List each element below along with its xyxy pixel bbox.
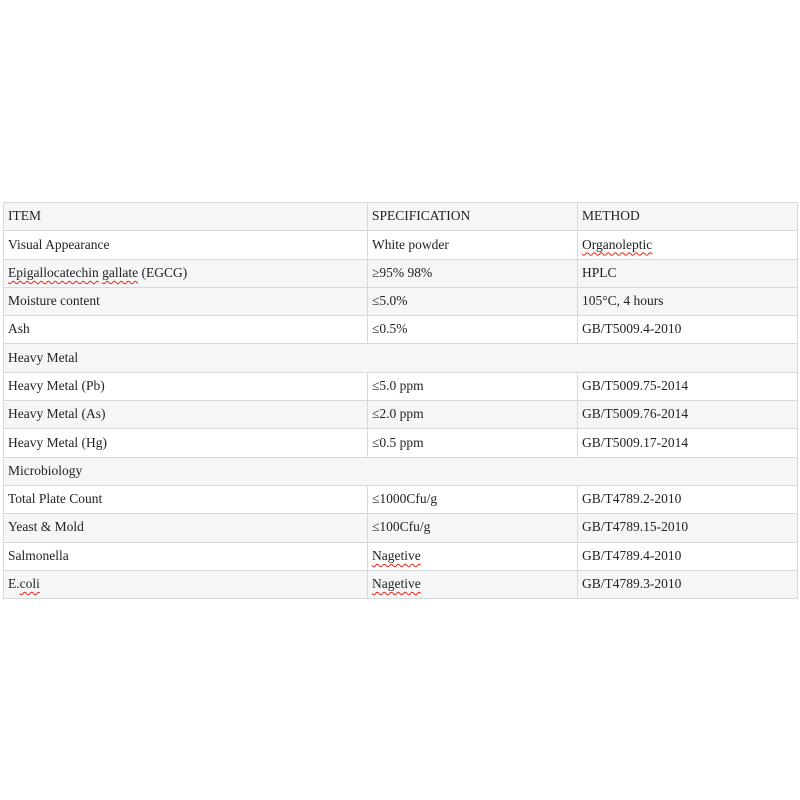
cell-item: Ash: [4, 316, 368, 344]
col-header-method: METHOD: [578, 203, 798, 231]
cell-item: Heavy Metal (Hg): [4, 429, 368, 457]
cell-item: Total Plate Count: [4, 485, 368, 513]
table-row: [4, 485, 798, 513]
table-body: [4, 231, 798, 599]
cell-method: HPLC: [578, 259, 798, 287]
table-row: [4, 570, 798, 598]
misspelled-word: coli: [19, 576, 40, 592]
cell-specification: [368, 542, 578, 570]
table-row: [4, 316, 798, 344]
cell-item: Yeast & Mold: [4, 514, 368, 542]
misspelled-word: gallate: [102, 264, 139, 280]
table-row: [4, 542, 798, 570]
table-header-row: [4, 203, 798, 231]
cell-specification: ≤5.0 ppm: [368, 372, 578, 400]
table-row: [4, 429, 798, 457]
cell-specification: ≤5.0%: [368, 287, 578, 315]
cell-specification: ≤100Cfu/g: [368, 514, 578, 542]
section-label: Heavy Metal: [4, 344, 798, 372]
cell-method: GB/T5009.75-2014: [578, 372, 798, 400]
col-header-item: ITEM: [4, 203, 368, 231]
section-row: [4, 457, 798, 485]
cell-specification: ≤1000Cfu/g: [368, 485, 578, 513]
section-row: [4, 344, 798, 372]
misspelled-word: Nagetive: [372, 547, 421, 563]
cell-specification: ≤2.0 ppm: [368, 401, 578, 429]
specification-table: [3, 202, 798, 599]
misspelled-word: Epigallocatechin: [8, 264, 99, 280]
cell-method: GB/T4789.2-2010: [578, 485, 798, 513]
misspelled-word: Nagetive: [372, 576, 421, 592]
section-label: Microbiology: [4, 457, 798, 485]
table-row: [4, 259, 798, 287]
cell-method: GB/T4789.15-2010: [578, 514, 798, 542]
cell-method: GB/T4789.3-2010: [578, 570, 798, 598]
cell-item: Epigallocatechin gallate (EGCG): [4, 259, 368, 287]
table-row: [4, 401, 798, 429]
cell-item: Heavy Metal (As): [4, 401, 368, 429]
cell-method: 105°C, 4 hours: [578, 287, 798, 315]
cell-item: Salmonella: [4, 542, 368, 570]
col-header-specification: SPECIFICATION: [368, 203, 578, 231]
cell-method: GB/T5009.17-2014: [578, 429, 798, 457]
cell-method: GB/T5009.4-2010: [578, 316, 798, 344]
cell-item: Heavy Metal (Pb): [4, 372, 368, 400]
cell-item: E.coli: [4, 570, 368, 598]
cell-item: Moisture content: [4, 287, 368, 315]
table-row: [4, 231, 798, 259]
cell-method: [578, 231, 798, 259]
cell-specification: ≥95% 98%: [368, 259, 578, 287]
table-row: [4, 514, 798, 542]
cell-item: Visual Appearance: [4, 231, 368, 259]
misspelled-word: Organoleptic: [582, 236, 653, 252]
cell-specification: ≤0.5%: [368, 316, 578, 344]
cell-method: GB/T5009.76-2014: [578, 401, 798, 429]
cell-method: GB/T4789.4-2010: [578, 542, 798, 570]
table-row: [4, 372, 798, 400]
table-row: [4, 287, 798, 315]
cell-specification: ≤0.5 ppm: [368, 429, 578, 457]
cell-specification: [368, 570, 578, 598]
cell-specification: White powder: [368, 231, 578, 259]
